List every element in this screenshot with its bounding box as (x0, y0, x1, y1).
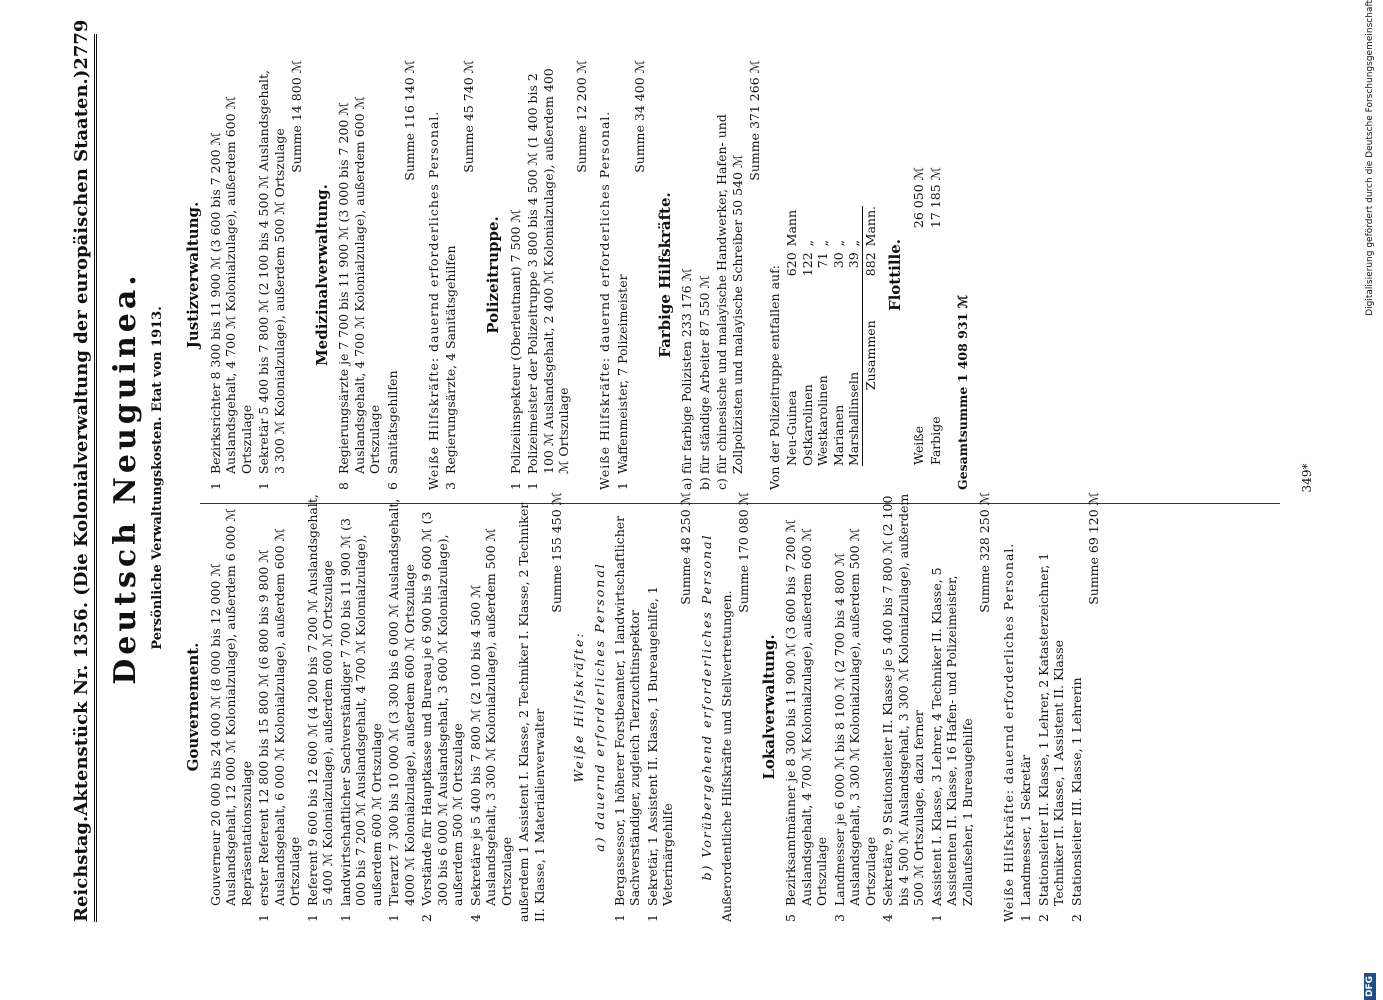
region-count: 122 (799, 252, 815, 277)
flottille-label: Farbige (928, 416, 943, 465)
header-rule (94, 34, 97, 922)
table-row (831, 206, 847, 466)
gouvernement-extra: außerdem 1 Assistent I. Klasse, 2 Techniker I. Klasse, 2 Techniker II. Klasse, 1 Materialienverwalter (516, 502, 547, 922)
region-unit: Mann (784, 209, 799, 247)
list-item (208, 492, 255, 922)
table-row (815, 206, 831, 466)
item-text: für ständige Arbeiter 87 550 ℳ (696, 275, 712, 474)
left-column (176, 492, 1106, 922)
list-item (1018, 492, 1034, 922)
flottille-label: Weiße (910, 426, 926, 465)
item-text: Sanitätsgehilfen (384, 370, 400, 474)
justiz-list (208, 60, 288, 490)
justiz-sum: Summe 14 800 ℳ (289, 60, 304, 173)
list-item (508, 60, 524, 490)
item-text: Sekretär, 1 Assistent II. Klasse, 1 Bureaugehilfe, 1 Veterinärgehilfe (644, 586, 675, 906)
item-text: Sekretäre, 9 Stationsleiter II. Klasse je 5 400 bis 7 800 ℳ (2 100 bis 4 500 ℳ Auslandsgehalt, 3 300 ℳ Kolonialzulage), außerdem 500 ℳ Ortszulage, dazu ferner (880, 493, 926, 906)
weisse-b-sum: Summe 170 080 ℳ (736, 492, 751, 613)
weisse-list (612, 492, 676, 922)
flottille-value: 26 050 ℳ (910, 167, 926, 229)
item-text: Referent 9 600 bis 12 600 ℳ (4 200 bis 7 200 ℳ Auslandsgehalt, 5 400 ℳ Kolonialzulage), außerdem 600 ℳ Ortszulage (304, 494, 335, 906)
region-unit: „ (799, 239, 815, 247)
item-text: Regierungsärzte, 4 Sanitätsgehilfen (443, 245, 458, 474)
item-count: 1 (928, 914, 944, 922)
region-unit: „ (815, 239, 830, 247)
list-item (419, 492, 466, 922)
item-count: 1 (525, 482, 540, 490)
item-count: 6 (384, 482, 400, 490)
lokal-weisse-list (1018, 492, 1084, 922)
item-text: Gouverneur 20 000 bis 24 000 ℳ (8 000 bis 12 000 ℳ Auslandsgehalt, 12 000 ℳ Kolonialzulage), außerdem 6 000 ℳ Repräsentationszulage (207, 508, 254, 906)
item-text: für chinesische und malayische Handwerker, Hafen- und Zollpolizisten und malayische Schreiber 50 540 ℳ (714, 114, 745, 474)
item-text: Tierarzt 7 300 bis 10 000 ℳ (3 300 bis 6 000 ℳ Auslandsgehalt, 4000 ℳ Kolonialzulage), außerdem 600 ℳ Ortszulage (386, 498, 417, 906)
region-count: 71 (815, 252, 830, 269)
weisse-sum: Summe 48 250 ℳ (677, 492, 693, 605)
header-center: Aktenstück Nr. 1356. (Die Kolonialverwaltung der europäischen Staaten.) (71, 69, 92, 816)
list-item (385, 60, 401, 490)
item-text: Assistent I. Klasse, 3 Lehrer, 4 Techniker II. Klasse, 5 Assistenten II. Klasse, 16 Hafen- und Polizeimeister, Zollaufseher, 1 Bureaugehilfe (928, 567, 975, 906)
list-item (468, 492, 515, 922)
section-lokalverwaltung-title: Lokalverwaltung. (759, 634, 778, 780)
region-count: 620 (784, 252, 799, 277)
lokalverwaltung-list (783, 492, 975, 922)
verteilung-total-unit: Mann. (862, 206, 878, 252)
gouvernement-list (208, 492, 515, 922)
list-item (612, 492, 643, 922)
section-polizeitruppe-title: Polizeitruppe. (484, 216, 502, 334)
list-item (208, 60, 255, 490)
list-item (880, 492, 927, 922)
med-weisse-list (443, 60, 459, 490)
list-item (645, 492, 676, 922)
item-count: 2 (1035, 914, 1051, 922)
med-weisse-title: Weiße Hilfskräfte: dauernd erforderliches Personal. (425, 110, 441, 490)
running-header (58, 19, 92, 922)
region-name: Marshallinseln (846, 371, 861, 466)
right-column (176, 60, 970, 490)
item-text: Stationsleiter II. Klasse, 1 Lehrer, 2 Katasterzeichner, 1 Techniker II. Klasse, 1 Assistent II. Klasse (1035, 552, 1066, 906)
item-count: 1 (386, 914, 401, 922)
pol-weisse-list (615, 60, 631, 490)
item-text: Landmesser je 6 000 ℳ bis 8 100 ℳ (2 700 bis 4 800 ℳ Auslandsgehalt, 3 300 ℳ Kolonialzulage), außerdem 500 ℳ Ortszulage (831, 528, 878, 906)
region-unit: „ (830, 239, 846, 247)
item-count: 1 (337, 914, 353, 922)
item-count: 1 (256, 914, 271, 922)
item-text: Sekretäre je 5 400 bis 7 800 ℳ (2 100 bis 4 500 ℳ Auslandsgehalt, 3 300 ℳ Kolonialzulage), außerdem 500 ℳ Ortszulage (467, 528, 514, 906)
list-item (443, 60, 459, 490)
weisse-a-title: a) dauernd erforderliches Personal (592, 562, 607, 852)
item-count: 3 (443, 482, 458, 490)
weisse-b-title: b) Vorübergehend erforderliches Personal (699, 533, 714, 881)
region-name: Marianen (830, 404, 846, 466)
item-count: 4 (880, 914, 895, 922)
farbige-list (679, 60, 745, 490)
item-text: Regierungsärzte je 7 700 bis 11 900 ℳ (3 000 bis 7 200 ℳ Auslandsgehalt, 4 700 ℳ Kolonialzulage), außerdem 600 ℳ Ortszulage (336, 96, 382, 474)
item-count: 1 (304, 914, 320, 922)
list-item (525, 60, 572, 490)
list-item (929, 492, 976, 922)
table-row (784, 206, 800, 466)
item-count: 5 (783, 914, 798, 922)
list-item (386, 492, 417, 922)
verteilung-intro: Von der Polizeitruppe entfallen auf: (766, 265, 782, 490)
polizeitruppe-list (508, 60, 572, 490)
verteilung-total-value: 882 (862, 252, 878, 312)
grand-total: Gesamtsumme 1 408 931 ℳ (954, 295, 970, 490)
header-page-number: 2779 (71, 19, 92, 70)
item-count: 1 (256, 482, 271, 490)
verteilung-total-row (862, 206, 878, 466)
medizinal-sum: Summe 116 140 ℳ (402, 60, 417, 181)
weisse-hilfskraefte-title: Weiße Hilfskräfte: (570, 631, 586, 783)
item-count: 1 (507, 482, 523, 490)
document-title: Deutsch Neuguinea. (108, 271, 143, 685)
farbige-sum: Summe 371 266 ℳ (747, 60, 762, 181)
pol-weisse-title: Weiße Hilfskräfte: dauernd erforderliches Personal. (597, 110, 612, 490)
gouvernement-sum: Summe 155 450 ℳ (549, 492, 564, 613)
section-flottille-title: Flottille. (886, 238, 904, 312)
item-text: Bezirksamtmänner je 8 300 bis 11 900 ℳ (3 600 bis 7 200 ℳ Auslandsgehalt, 4 700 ℳ Kolonialzulage), außerdem 600 ℳ Ortszulage (783, 519, 829, 906)
lokal-weisse-sum: Summe 69 120 ℳ (1086, 492, 1101, 605)
item-count: 8 (336, 482, 351, 490)
region-name: Neu-Guinea (784, 390, 799, 466)
verteilung-total-label: Zusammen (862, 312, 878, 466)
item-text: Polizeimeister der Polizeitruppe 3 800 bis 4 500 ℳ (1 400 bis 2 100 ℳ Auslandsgehalt, 2 400 ℳ Kolonialzulage), außerdem 400 ℳ Ortszulage (525, 68, 571, 474)
med-weisse-sum: Summe 45 740 ℳ (460, 60, 476, 173)
item-text: erster Referent 12 800 bis 15 800 ℳ (6 800 bis 9 800 ℳ Auslandsgehalt, 6 000 ℳ Kolonialzulage), außerdem 600 ℳ Ortszulage (256, 528, 302, 906)
table-row (927, 166, 945, 466)
list-item (1069, 492, 1085, 922)
item-text: Waffenmeister, 7 Polizeimeister (614, 274, 630, 474)
dfg-logo: DFG (1364, 973, 1376, 1000)
item-count: c) (714, 478, 729, 490)
header-left: Reichstag. (71, 815, 92, 922)
item-count: b) (696, 477, 712, 490)
list-item (338, 492, 385, 922)
item-count: 4 (467, 914, 483, 922)
item-count: 1 (207, 482, 223, 490)
item-text: Vorstände für Hauptkasse und Bureau je 6 900 bis 9 600 ℳ (3 300 bis 6 000 ℳ Auslandsgehalt, 3 600 ℳ Kolonialzulage), außerdem 500 ℳ Ortszulage (419, 511, 465, 906)
item-count: 1 (611, 914, 627, 922)
item-count: 1 (644, 914, 660, 922)
item-text: landwirtschaftlicher Sachverständiger 7 700 bis 11 900 ℳ (3 000 bis 7 200 ℳ Auslandsgehalt, 4 700 ℳ Kolonialzulage), außerdem 600 ℳ Ortszulage (337, 518, 384, 906)
table-row (846, 206, 862, 466)
item-count: 1 (614, 482, 630, 490)
section-justiz-title: Justizverwaltung. (184, 201, 202, 349)
polizeitruppe-sum: Summe 12 200 ℳ (573, 60, 589, 173)
list-item (256, 60, 287, 490)
item-count: 2 (1068, 914, 1084, 922)
region-name: Ostkarolinen (799, 384, 815, 466)
section-gouvernement-title: Gouvernement. (184, 642, 202, 772)
list-item (714, 60, 745, 490)
table-row (800, 206, 816, 466)
digitization-credit: Digitalisierung gefördert durch die Deutsche Forschungsgemeinschaft (1365, 0, 1375, 316)
section-medizinal-title: Medizinalverwaltung. (312, 184, 331, 366)
list-item (615, 60, 631, 490)
region-unit: „ (846, 239, 861, 247)
item-text: Bezirksrichter 8 300 bis 11 900 ℳ (3 600 bis 7 200 ℳ Auslandsgehalt, 4 700 ℳ Kolonialzulage), außerdem 600 ℳ Ortszulage (207, 96, 254, 474)
lokal-weisse-title: Weiße Hilfskräfte: dauernd erforderliches Personal. (1000, 542, 1016, 922)
item-text: für farbige Polizisten 233 176 ℳ (679, 268, 694, 474)
list-item (305, 492, 336, 922)
item-count: 3 (831, 914, 847, 922)
page-number: 349* (1300, 463, 1314, 493)
verteilung-table (784, 206, 878, 466)
flottille-value: 17 185 ℳ (928, 167, 943, 229)
list-item (783, 492, 830, 922)
list-item (1036, 492, 1067, 922)
lokalverwaltung-sum: Summe 328 250 ℳ (977, 492, 992, 613)
item-text: Bergassessor, 1 höherer Forstbeamter, 1 landwirtschaftlicher Sachverständiger, zugleich Tierzuchtinspektor (611, 515, 642, 906)
item-text: Landmesser, 1 Sekretär (1018, 754, 1033, 906)
digitization-footer (1360, 0, 1380, 1000)
region-count: 30 (830, 252, 846, 269)
item-text: Stationsleiter III. Klasse, 1 Lehrerin (1068, 677, 1084, 906)
list-item (679, 60, 695, 490)
document-subtitle: Persönliche Verwaltungskosten. Etat von 1913. (150, 306, 165, 650)
list-item (832, 492, 879, 922)
medizinal-list (336, 60, 400, 490)
item-count: 1 (1018, 914, 1033, 922)
pol-weisse-sum: Summe 34 400 ℳ (632, 60, 647, 173)
region-name: Westkarolinen (815, 375, 830, 466)
item-count: 2 (419, 914, 434, 922)
list-item (256, 492, 303, 922)
item-text: Polizeiinspekteur (Oberleutnant) 7 500 ℳ (507, 209, 523, 474)
item-count: a) (679, 477, 694, 490)
list-item (697, 60, 713, 490)
table-row (910, 166, 928, 466)
flottille-table (910, 166, 945, 466)
region-count: 39 (846, 252, 861, 269)
list-item (336, 60, 383, 490)
item-text: Sekretär 5 400 bis 7 800 ℳ (2 100 bis 4 500 ℳ Auslandsgehalt, 3 300 ℳ Kolonialzulage), außerdem 500 ℳ Ortszulage (256, 69, 287, 474)
section-farbige-title: Farbige Hilfskräfte. (655, 192, 674, 358)
weisse-b-text: Außerordentliche Hilfskräfte und Stellvertretungen. (718, 590, 734, 922)
